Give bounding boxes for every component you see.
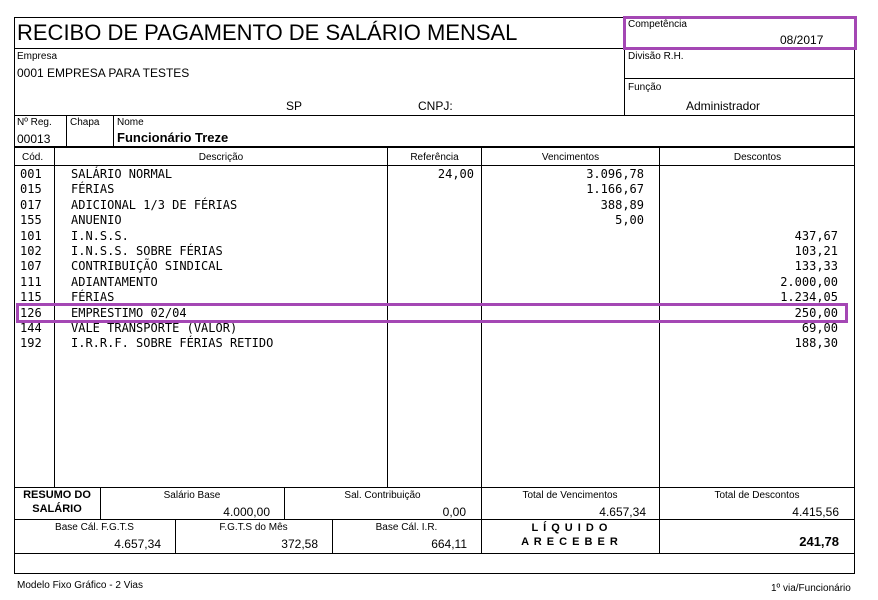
empresa-value: 0001 EMPRESA PARA TESTES: [17, 66, 190, 80]
item-descricao: CONTRIBUIÇÃO SINDICAL: [71, 259, 223, 273]
cnpj-label: CNPJ:: [418, 99, 453, 113]
item-descontos: 250,00: [794, 306, 838, 320]
col-header-referencia: Referência: [410, 152, 459, 163]
item-descricao: FÉRIAS: [71, 290, 115, 304]
item-cod: 115: [20, 290, 42, 304]
item-vencimentos: 388,89: [600, 198, 644, 212]
item-descontos: 133,33: [794, 259, 838, 273]
item-vencimentos: 3.096,78: [586, 167, 644, 181]
item-referencia: 24,00: [437, 167, 474, 181]
competencia-highlight: [623, 16, 857, 50]
chapa-label: Chapa: [70, 117, 100, 128]
total-venc-value: 4.657,34: [599, 505, 646, 519]
item-cod: 126: [20, 306, 42, 320]
item-cod: 144: [20, 321, 42, 335]
item-cod: 155: [20, 213, 42, 227]
item-descricao: EMPRESTIMO 02/04: [71, 306, 187, 320]
salario-base-value: 4.000,00: [223, 505, 270, 519]
liquido-label-line2: A R E C E B E R: [521, 536, 619, 548]
fgts-mes-label: F.G.T.S do Mês: [219, 522, 288, 533]
footer-left: Modelo Fixo Gráfico - 2 Vias: [17, 580, 143, 591]
total-desc-label: Total de Descontos: [714, 490, 800, 501]
item-descontos: 188,30: [794, 336, 838, 350]
item-descontos: 1.234,05: [780, 290, 838, 304]
competencia-value: 08/2017: [780, 33, 824, 47]
reg-value: 00013: [17, 132, 51, 146]
item-cod: 101: [20, 229, 42, 243]
item-vencimentos: 5,00: [615, 213, 644, 227]
item-descricao: ADICIONAL 1/3 DE FÉRIAS: [71, 198, 238, 212]
ir-value: 664,11: [431, 537, 467, 551]
item-cod: 102: [20, 244, 42, 258]
item-descricao: I.N.S.S.: [71, 229, 129, 243]
fgts-value: 4.657,34: [114, 537, 161, 551]
resumo-label-line1: RESUMO DO: [23, 489, 91, 501]
item-descricao: SALÁRIO NORMAL: [71, 167, 173, 181]
funcao-label: Função: [628, 82, 662, 93]
item-descricao: ANUENIO: [71, 213, 122, 227]
sal-contrib-label: Sal. Contribuição: [344, 490, 421, 501]
liquido-label-line1: L Í Q U I D O: [531, 522, 609, 534]
empresa-uf: SP: [286, 99, 303, 113]
nome-label: Nome: [117, 117, 144, 128]
item-descontos: 103,21: [794, 244, 838, 258]
item-cod: 001: [20, 167, 42, 181]
item-descricao: I.R.R.F. SOBRE FÉRIAS RETIDO: [71, 336, 274, 350]
row-highlight: [16, 303, 848, 323]
funcao-value: Administrador: [686, 99, 761, 113]
total-venc-label: Total de Vencimentos: [522, 490, 618, 501]
page-title: RECIBO DE PAGAMENTO DE SALÁRIO MENSAL: [17, 20, 518, 45]
salario-base-label: Salário Base: [163, 490, 221, 501]
fgts-mes-value: 372,58: [281, 537, 318, 551]
blank-box: [14, 553, 855, 574]
col-header-cod: Cód.: [22, 152, 44, 163]
item-cod: 017: [20, 198, 42, 212]
item-descontos: 69,00: [801, 321, 838, 335]
item-descontos: 2.000,00: [780, 275, 838, 289]
empresa-label: Empresa: [17, 51, 58, 62]
competencia-label: Competência: [628, 19, 687, 30]
resumo-label-line2: SALÁRIO: [32, 503, 82, 515]
item-descricao: I.N.S.S. SOBRE FÉRIAS: [71, 244, 223, 258]
item-vencimentos: 1.166,67: [586, 182, 644, 196]
col-header-descricao: Descrição: [198, 152, 244, 163]
item-cod: 107: [20, 259, 42, 273]
reg-label: Nº Reg.: [17, 117, 52, 128]
item-descontos: 437,67: [794, 229, 838, 243]
col-header-descontos: Descontos: [733, 152, 782, 163]
col-header-vencimentos: Vencimentos: [541, 152, 600, 163]
total-desc-value: 4.415,56: [792, 505, 839, 519]
nome-value: Funcionário Treze: [117, 130, 229, 145]
item-descricao: FÉRIAS: [71, 182, 115, 196]
sal-contrib-value: 0,00: [442, 505, 466, 519]
fgts-label: Base Cál. F.G.T.S: [55, 522, 134, 533]
item-descricao: ADIANTAMENTO: [71, 275, 158, 289]
divisao-label: Divisão R.H.: [628, 51, 684, 62]
ir-label: Base Cál. I.R.: [375, 522, 438, 533]
item-cod: 015: [20, 182, 42, 196]
item-cod: 192: [20, 336, 42, 350]
footer-right: 1º via/Funcionário: [771, 583, 851, 594]
liquido-value: 241,78: [799, 534, 839, 549]
item-cod: 111: [20, 275, 42, 289]
item-descricao: VALE TRANSPORTE (VALOR): [71, 321, 238, 335]
